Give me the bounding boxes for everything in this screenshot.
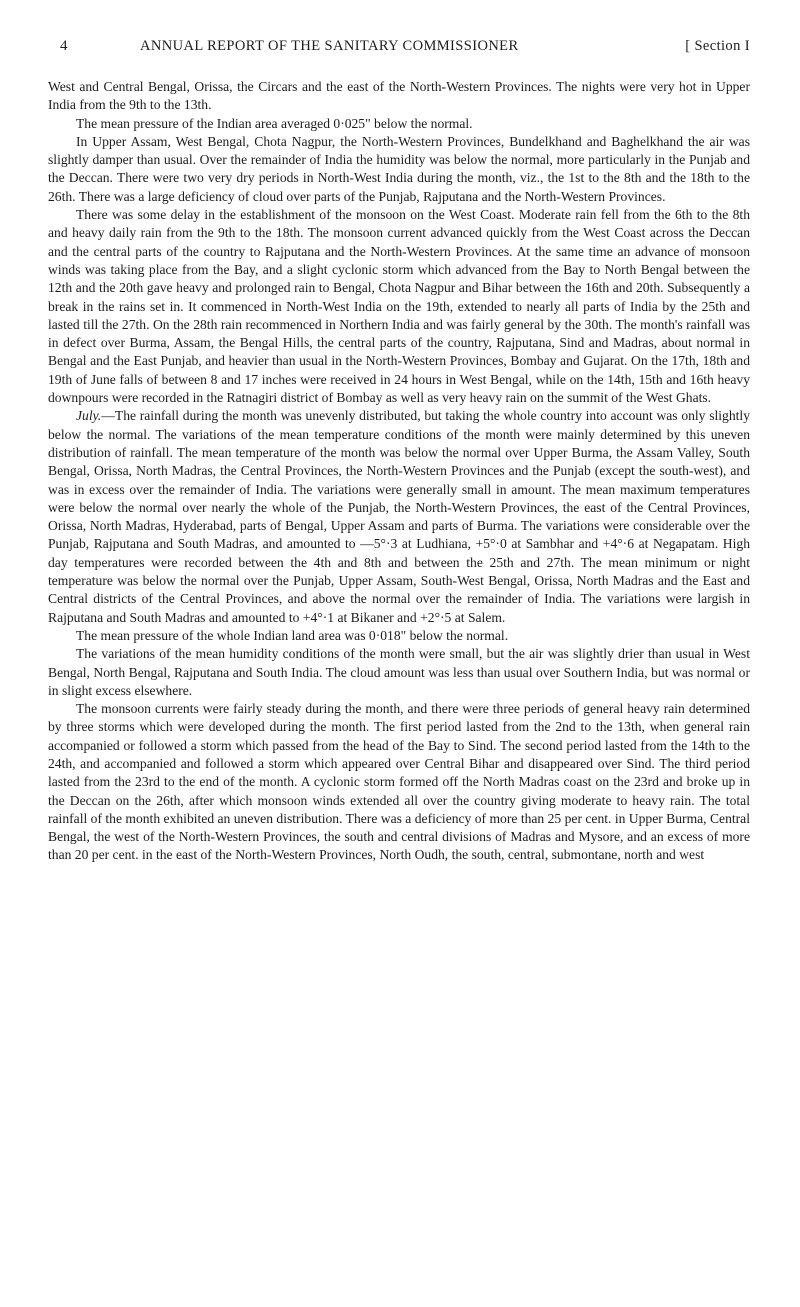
paragraph-text: There was some delay in the establishment of the monsoon on the West Coast. Moderate rain fell from the 6th to the 8th and heavy daily rain from the 9th to the 18th. The monsoon current advanced quickly from the West Coast across the Deccan and the central parts of the country to Rajputana and the North-Western Provinces. At the same time an advance of monsoon winds was taking place from the Bay, and a slight cyclonic storm which advanced from the Bay to North Bengal between the 12th and the 20th gave heavy and prolonged rain to Bengal, Chota Nagpur and Bihar between the 16th and 20th. Subsequently a break in the rains set in. It commenced in North-West India on the 19th, extended to nearly all parts of India by the 25th and lasted till the 27th. On the 28th rain recommenced in Northern India and was fairly general by the 30th. The month's rainfall was in defect over Burma, Assam, the Bengal Hills, the central parts of the country, Rajputana, Sind and Madras, about normal in Bengal and the East Punjab, and heavier than usual in the North-Western Provinces, Bombay and Gujarat. On the 17th, 18th and 19th of June falls of between 8 and 17 inches were received in 24 hours in West Bengal, while on the 14th, 15th and 16th heavy downpours were recorded in the Ratnagiri district of Bombay as well as very heavy rain on the summit of the West Ghats. <box>48 207 750 406</box>
paragraph-text: The mean pressure of the Indian area averaged 0·025" below the normal. <box>76 115 473 131</box>
paragraph <box>48 700 750 865</box>
paragraph <box>48 627 750 645</box>
paragraph-lead-july: July. <box>76 408 102 424</box>
paragraph-text: West and Central Bengal, Orissa, the Circars and the east of the North-Western Provinces. The nights were very hot in Upper India from the 9th to the 13th. <box>48 79 750 113</box>
paragraph-text: —The rainfall during the month was unevenly distributed, but taking the whole country into account was only slightly below the normal. The variations of the mean temperature conditions of the month were mainly determined by this uneven distribution of rainfall. The mean temperature of the month was below the normal over Upper Burma, the Assam Valley, South Bengal, Orissa, North Madras, the Central Provinces, the North-Western Provinces and the Punjab (except the south-west), and was in excess over the remainder of India. The variations were generally small in amount. The mean maximum temperatures were below the normal over nearly the whole of the Punjab, the North-Western Provinces, the east of the Central Provinces, Orissa, North Madras, Hyderabad, parts of Bengal, Upper Assam and parts of Burma. The variations were considerable over the Punjab, Rajputana and South Madras, and amounted to —5°·3 at Ludhiana, +5°·0 at Sambhar and +4°·6 at Negapatam. High day temperatures were recorded between the 4th and 8th and between the 25th and 27th. The mean minimum or night temperature was below the normal over the Punjab, Upper Assam, South-West Bengal, Orissa, North Madras and the East and Central districts of the Central Provinces, and above the normal over the remainder of India. The variations were largish in Rajputana and South Madras and amounted to +4°·1 at Bikaner and +2°·5 at Salem. <box>48 408 750 625</box>
page-header <box>48 36 750 58</box>
paragraph <box>48 133 750 206</box>
paragraph-text: The variations of the mean humidity conditions of the month were small, but the air was slightly drier than usual in West Bengal, North Bengal, Rajputana and South India. The cloud amount was less than usual over Southern India, but was normal or in slight excess elsewhere. <box>48 646 750 698</box>
paragraph <box>48 645 750 700</box>
paragraph-text: The monsoon currents were fairly steady during the month, and there were three periods of general heavy rain determined by three storms which were developed during the month. The first period lasted from the 2nd to the 13th, when general rain accompanied or followed a storm which passed from the head of the Bay to Sind. The second period lasted from the 14th to the 24th, and accompanied and followed a storm which appeared over Central Bihar and disappeared over Sind. The third period lasted from the 23rd to the end of the month. A cyclonic storm formed off the North Madras coast on the 23rd and broke up in the Deccan on the 26th, after which monsoon winds extended all over the country giving moderate to heavy rain. The total rainfall of the month exhibited an uneven distribution. There was a deficiency of more than 25 per cent. in Upper Burma, Central Bengal, the west of the North-Western Provinces, the south and central divisions of Madras and Mysore, and an excess of more than 20 per cent. in the east of the North-Western Provinces, North Oudh, the south, central, submontane, north and west <box>48 701 750 863</box>
section-label: [ Section I <box>685 38 750 54</box>
page-number: 4 <box>60 38 68 54</box>
paragraph <box>48 115 750 133</box>
running-title: ANNUAL REPORT OF THE SANITARY COMMISSIONER <box>140 38 519 54</box>
paragraph-july <box>48 407 750 627</box>
paragraph-text: In Upper Assam, West Bengal, Chota Nagpur, the North-Western Provinces, Bundelkhand and Baghelkhand the air was slightly damper than usual. Over the remainder of India the humidity was below the normal, more particularly in the Punjab and the Deccan. There were two very dry periods in North-West India during the month, viz., the 1st to the 8th and the 18th to the 26th. There was a large deficiency of cloud over parts of the Punjab, Rajputana and the North-Western Provinces. <box>48 133 750 204</box>
paragraph-text: The mean pressure of the whole Indian land area was 0·018" below the normal. <box>76 627 509 643</box>
paragraph <box>48 78 750 115</box>
paragraph <box>48 206 750 407</box>
report-body <box>48 78 750 865</box>
